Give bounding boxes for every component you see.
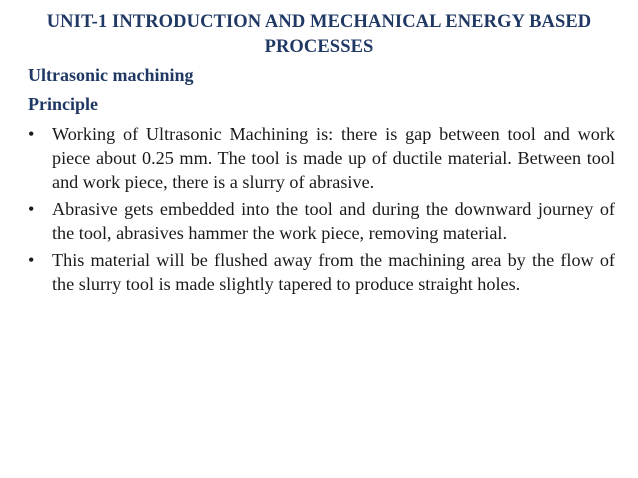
bullet-item [28,248,615,296]
bullet-text: Abrasive gets embedded into the tool and during the downward journey of the tool, abrasives hammer the work piece, removing material. [52,199,615,243]
subsection-heading: Principle [28,94,98,114]
bullet-text: This material will be flushed away from the machining area by the flow of the slurry tool is made slightly tapered to produce straight holes. [52,250,615,294]
bullet-item [28,122,615,194]
section-heading: Ultrasonic machining [28,65,194,85]
slide-title: UNIT-1 INTRODUCTION AND MECHANICAL ENERGY BASED PROCESSES [46,12,592,57]
bullet-text: Working of Ultrasonic Machining is: there is gap between tool and work piece about 0.25 mm. The tool is made up of ductile material. Between tool and work piece, there is a slurry of abrasive. [52,124,615,192]
bullet-icon: • [28,124,35,144]
bullet-icon: • [28,250,35,270]
bullet-icon: • [28,199,35,219]
bullet-item [28,197,615,245]
bullet-list [28,122,615,299]
